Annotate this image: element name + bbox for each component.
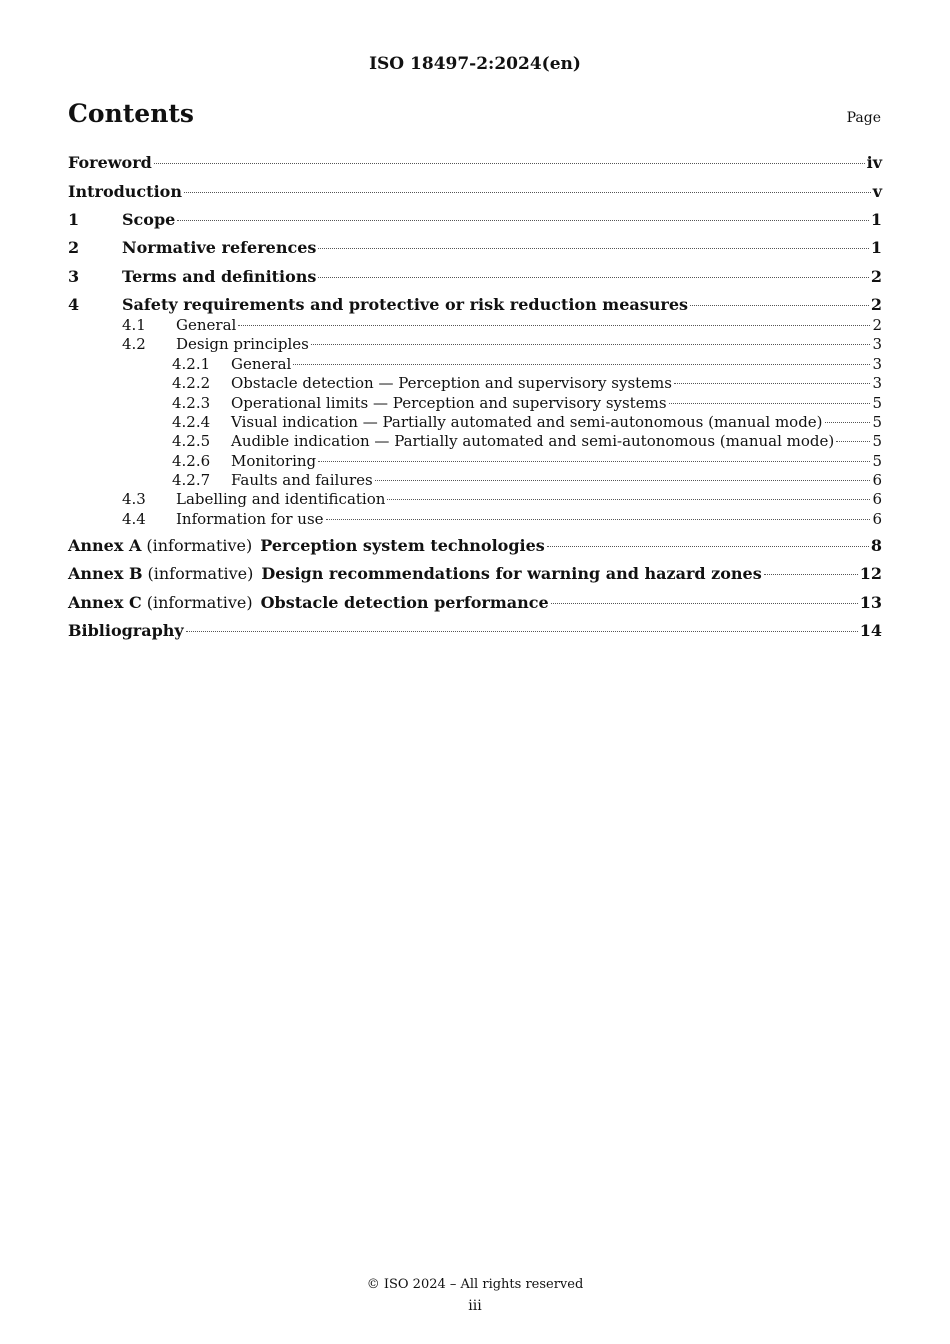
dot-leader — [674, 383, 870, 384]
toc-entry-page: 8 — [870, 536, 882, 555]
toc-entry-number: 4 — [68, 295, 80, 314]
copyright-notice: © ISO 2024 – All rights reserved — [366, 1277, 584, 1292]
toc-entry-title: Information for use — [176, 510, 324, 528]
toc-entry-annex-c[interactable] — [68, 593, 882, 612]
toc-entry-number: Annex C — [68, 593, 142, 612]
toc-entry-title: Normative references — [122, 238, 317, 257]
dot-leader — [551, 603, 858, 604]
toc-entry-number: Annex B — [68, 564, 143, 583]
toc-entry-page: 6 — [872, 471, 882, 489]
contents-heading: Contents — [68, 99, 195, 128]
dot-leader — [825, 422, 871, 423]
toc-entry-introduction[interactable] — [68, 182, 882, 201]
dot-leader — [690, 305, 869, 306]
toc-entry-page: iv — [866, 153, 882, 172]
toc-entry-title: General — [231, 355, 292, 373]
toc-entry-number: 4.2.2 — [172, 374, 211, 392]
toc-entry-number: 4.2.5 — [172, 432, 211, 450]
toc-entry-page: 6 — [872, 510, 882, 528]
dot-leader — [318, 277, 868, 278]
toc-entry-page: 2 — [870, 267, 882, 286]
toc-entry-number: 4.2.4 — [172, 413, 211, 431]
toc-entry-bibliography[interactable] — [68, 621, 882, 640]
dot-leader — [387, 499, 870, 500]
dot-leader — [326, 519, 871, 520]
toc-entry-number: 1 — [68, 210, 80, 229]
page-number: iii — [468, 1298, 482, 1314]
document-id: ISO 18497-2:2024(en) — [369, 54, 581, 74]
toc-entry-annex-b[interactable] — [68, 564, 882, 583]
toc-entry-number: 4.2.3 — [172, 394, 211, 412]
toc-entry-title: Design recommendations for warning and hazard zones — [261, 564, 762, 583]
toc-entry-4-2-1-general[interactable] — [172, 355, 882, 373]
toc-entry-page: 5 — [872, 394, 882, 412]
toc-entry-title: Obstacle detection performance — [260, 593, 549, 612]
toc-entry-page: 5 — [872, 452, 882, 470]
dot-leader — [186, 631, 858, 632]
dot-leader — [238, 325, 870, 326]
toc-entry-title: Obstacle detection — Perception and supervisory systems — [231, 374, 672, 392]
toc-entry-number: 4.1 — [122, 316, 146, 334]
toc-entry-page: 2 — [872, 316, 882, 334]
dot-leader — [177, 220, 869, 221]
dot-leader — [318, 248, 868, 249]
dot-leader — [764, 574, 858, 575]
toc-entry-page: 5 — [872, 432, 882, 450]
toc-entry-faults-and-failures[interactable] — [172, 471, 882, 489]
toc-entry-page: 14 — [859, 621, 882, 640]
toc-entry-foreword[interactable] — [68, 153, 882, 172]
toc-entry-page: 3 — [872, 374, 882, 392]
toc-entry-number: Annex A — [68, 536, 142, 555]
toc-entry-page: 6 — [872, 490, 882, 508]
toc-entry-annex-type: (informative) — [146, 593, 253, 612]
toc-entry-page: 12 — [859, 564, 882, 583]
toc-entry-page: 2 — [870, 295, 882, 314]
toc-entry-title: Perception system technologies — [260, 536, 545, 555]
dot-leader — [184, 192, 871, 193]
toc-entry-audible-indication[interactable] — [172, 432, 882, 450]
toc-entry-number: 3 — [68, 267, 80, 286]
toc-entry-title: Design principles — [176, 335, 309, 353]
dot-leader — [318, 461, 870, 462]
toc-entry-number: 2 — [68, 238, 80, 257]
toc-entry-number: 4.3 — [122, 490, 146, 508]
toc-entry-safety-requirements[interactable] — [68, 295, 882, 314]
toc-entry-information-for-use[interactable] — [122, 510, 882, 528]
toc-entry-4-1-general[interactable] — [122, 316, 882, 334]
toc-entry-design-principles[interactable] — [122, 335, 882, 353]
toc-entry-annex-type: (informative) — [147, 564, 254, 583]
toc-entry-page: v — [872, 182, 882, 201]
dot-leader — [547, 546, 869, 547]
toc-entry-title: Labelling and identification — [176, 490, 386, 508]
toc-entry-title: Foreword — [68, 153, 152, 172]
toc-entry-number: 4.2.7 — [172, 471, 211, 489]
toc-entry-title: Scope — [122, 210, 176, 229]
toc-entry-page: 5 — [872, 413, 882, 431]
dot-leader — [669, 403, 871, 404]
dot-leader — [154, 163, 865, 164]
toc-entry-title: Terms and definitions — [122, 267, 317, 286]
toc-entry-scope[interactable] — [68, 210, 882, 229]
toc-entry-number: 4.4 — [122, 510, 146, 528]
toc-entry-labelling[interactable] — [122, 490, 882, 508]
toc-entry-annex-a[interactable] — [68, 536, 882, 555]
toc-entry-title: Audible indication — Partially automated and semi-autonomous (manual mode) — [231, 432, 835, 450]
toc-entry-title: General — [176, 316, 237, 334]
toc-entry-page: 13 — [859, 593, 882, 612]
dot-leader — [293, 364, 870, 365]
toc-entry-title: Operational limits — Perception and supervisory systems — [231, 394, 667, 412]
toc-entry-annex-type: (informative) — [146, 536, 253, 555]
toc-entry-number: 4.2.6 — [172, 452, 211, 470]
toc-entry-title: Monitoring — [231, 452, 317, 470]
toc-entry-terms-and-definitions[interactable] — [68, 267, 882, 286]
toc-entry-normative-references[interactable] — [68, 238, 882, 257]
toc-entry-number: 4.2 — [122, 335, 146, 353]
toc-entry-page: 3 — [872, 335, 882, 353]
toc-entry-number: 4.2.1 — [172, 355, 211, 373]
page-column-label: Page — [846, 110, 881, 126]
toc-entry-page: 1 — [870, 238, 882, 257]
toc-entry-title: Visual indication — Partially automated and semi-autonomous (manual mode) — [231, 413, 823, 431]
toc-entry-visual-indication[interactable] — [172, 413, 882, 431]
toc-entry-page: 3 — [872, 355, 882, 373]
toc-entry-page: 1 — [870, 210, 882, 229]
toc-entry-title: Introduction — [68, 182, 182, 201]
dot-leader — [311, 344, 871, 345]
toc-entry-obstacle-detection[interactable] — [172, 374, 882, 392]
toc-entry-title: Bibliography — [68, 621, 184, 640]
toc-entry-operational-limits[interactable] — [172, 394, 882, 412]
toc-entry-title: Faults and failures — [231, 471, 373, 489]
toc-entry-title: Safety requirements and protective or risk reduction measures — [122, 295, 689, 314]
dot-leader — [836, 441, 870, 442]
dot-leader — [375, 480, 871, 481]
toc-entry-monitoring[interactable] — [172, 452, 882, 470]
